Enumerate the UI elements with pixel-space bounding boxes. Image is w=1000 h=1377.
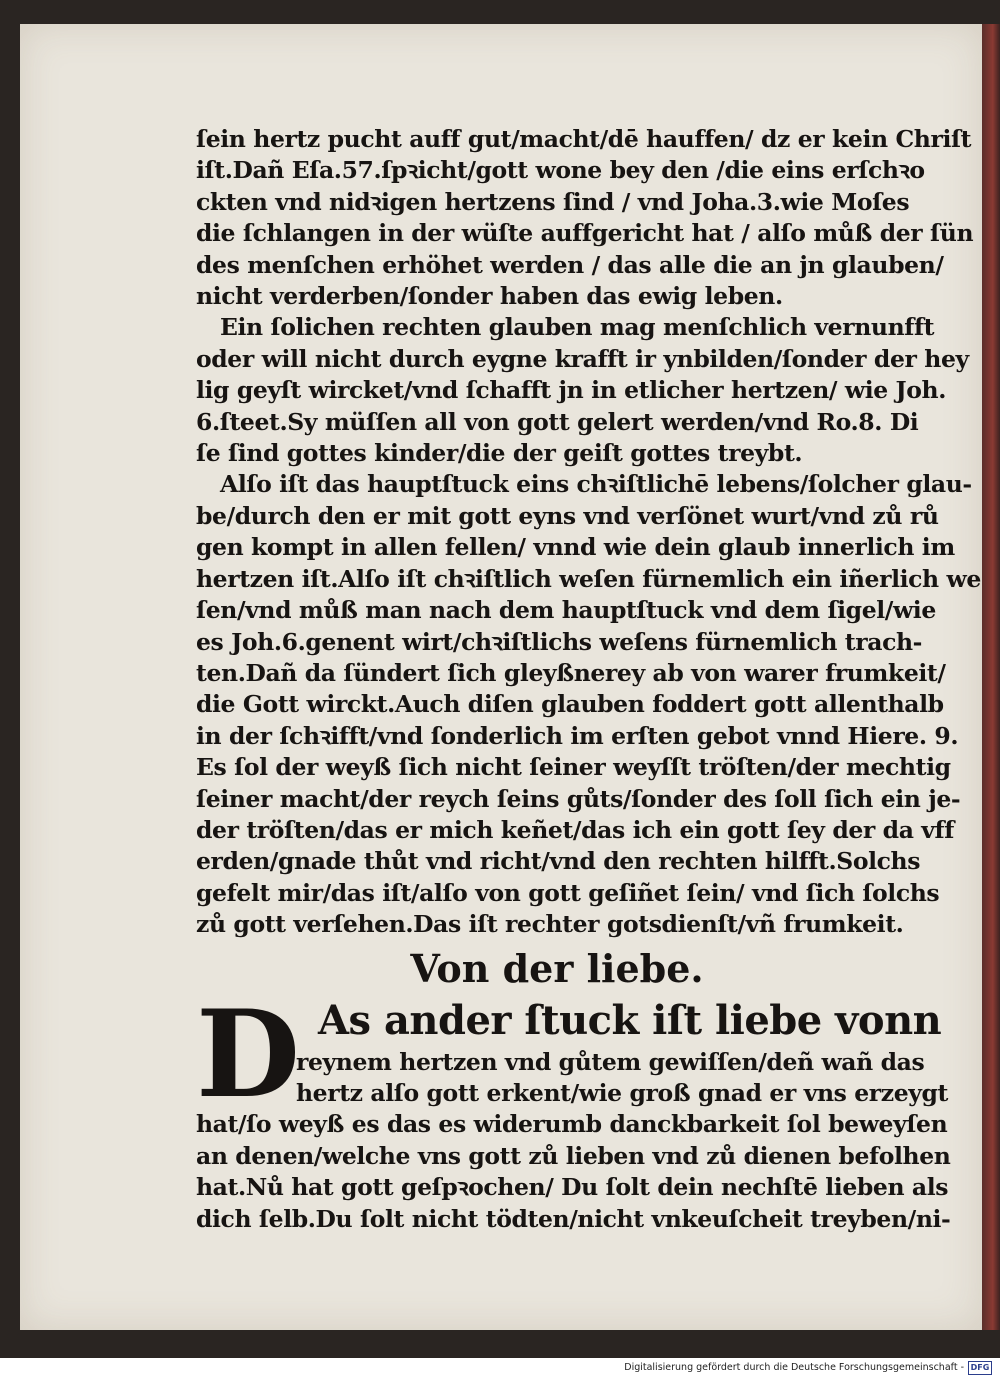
text-line: Es ſol der weyß ſich nicht ſeiner weyſſt tröſten/der mechtig bbox=[196, 753, 951, 782]
footer-credit bbox=[0, 1358, 1000, 1377]
opening-line: As ander ſtuck iſt liebe vonn bbox=[318, 996, 942, 1044]
book-cover-edge bbox=[982, 24, 1000, 1330]
text-line: in der ſchꝛifft/vnd ſonderlich im erſten gebot vnnd Hiere. 9. bbox=[196, 721, 959, 750]
text-line: Alſo iſt das hauptſtuck eins chꝛiſtlichē lebens/ſolcher glau- bbox=[220, 470, 972, 499]
text-line: der tröſten/das er mich keñet/das ich ein gott ſey der da vff bbox=[196, 815, 954, 844]
text-line: hertzen iſt.Alſo iſt chꝛiſtlich weſen fürnemlich ein iñerlich we bbox=[196, 564, 981, 593]
text-line: hat.Nů hat gott geſpꝛochen/ Du ſolt dein nechſtē lieben als bbox=[196, 1173, 949, 1202]
text-line: Ein ſolichen rechten glauben mag menſchlich vernunfft bbox=[220, 313, 935, 342]
text-line: die ſchlangen in der wüſte auffgericht hat / alſo můß der ſün bbox=[196, 219, 974, 248]
text-line: hertz alſo gott erkent/wie groß gnad er vns erzeygt bbox=[296, 1078, 949, 1107]
text-line: des menſchen erhöhet werden / das alle die an jn glauben/ bbox=[196, 250, 944, 279]
dfg-logo-icon: DFG bbox=[968, 1361, 992, 1375]
text-line: ſe ſind gottes kinder/die der geiſt gottes treybt. bbox=[196, 439, 803, 468]
text-line: gefelt mir/das iſt/alſo von gott geſiñet ſein/ vnd ſich ſolchs bbox=[196, 878, 940, 907]
text-line: zů gott verſehen.Das iſt rechter gotsdienſt/vñ frumkeit. bbox=[196, 910, 904, 939]
text-line: lig geyſt wircket/vnd ſchafft jn in etlicher hertzen/ wie Joh. bbox=[196, 376, 947, 405]
text-line: an denen/welche vns gott zů lieben vnd zů dienen befolhen bbox=[196, 1141, 951, 1170]
text-line: die Gott wirckt.Auch diſen glauben foddert gott allenthalb bbox=[196, 690, 944, 719]
text-line: erden/gnade thůt vnd richt/vnd den rechten hilfft.Solchs bbox=[196, 847, 921, 876]
text-line: nicht verderben/ſonder haben das ewig leben. bbox=[196, 282, 783, 311]
section-heading: Von der liebe. bbox=[410, 945, 704, 991]
text-line: gen kompt in allen fellen/ vnnd wie dein glaub innerlich im bbox=[196, 533, 955, 562]
text-line: 6.ſteet.Sy müſſen all von gott gelert werden/vnd Ro.8. Di bbox=[196, 407, 919, 436]
text-line: ten.Dañ da ſündert ſich gleyßnerey ab von warer frumkeit/ bbox=[196, 658, 946, 687]
decorated-initial: D bbox=[196, 983, 301, 1125]
text-line: ſen/vnd můß man nach dem hauptſtuck vnd dem ſigel/wie bbox=[196, 596, 936, 625]
text-line: oder will nicht durch eygne krafft ir ynbilden/ſonder der hey bbox=[196, 344, 969, 373]
footer-text: Digitalisierung gefördert durch die Deutsche Forschungsgemeinschaft - bbox=[624, 1362, 964, 1373]
text-line: iſt.Dañ Eſa.57.ſpꝛicht/gott wone bey den /die eins erſchꝛo bbox=[196, 156, 925, 185]
text-line: ſein hertz pucht auff gut/macht/dē hauffen/ dz er kein Chriſt bbox=[196, 125, 972, 153]
text-block bbox=[196, 124, 981, 1235]
text-line: ſeiner macht/der reych ſeins gůts/ſonder des ſoll ſich ein je- bbox=[196, 784, 961, 813]
book-page bbox=[20, 24, 982, 1330]
text-line: hat/ſo weyß es das es widerumb danckbarkeit ſol beweyſen bbox=[196, 1110, 948, 1139]
text-line: reynem hertzen vnd gůtem gewiſſen/deñ wañ das bbox=[296, 1047, 925, 1076]
text-line: dich ſelb.Du ſolt nicht tödten/nicht vnkeuſcheit treyben/ni- bbox=[196, 1204, 951, 1233]
text-line: be/durch den er mit gott eyns vnd verſönet wurt/vnd zů rů bbox=[196, 501, 939, 530]
text-line: es Joh.6.genent wirt/chꝛiſtlichs weſens fürnemlich trach- bbox=[196, 627, 923, 656]
text-line: ckten vnd nidꝛigen hertzens ſind / vnd Joha.3.wie Moſes bbox=[196, 187, 910, 216]
